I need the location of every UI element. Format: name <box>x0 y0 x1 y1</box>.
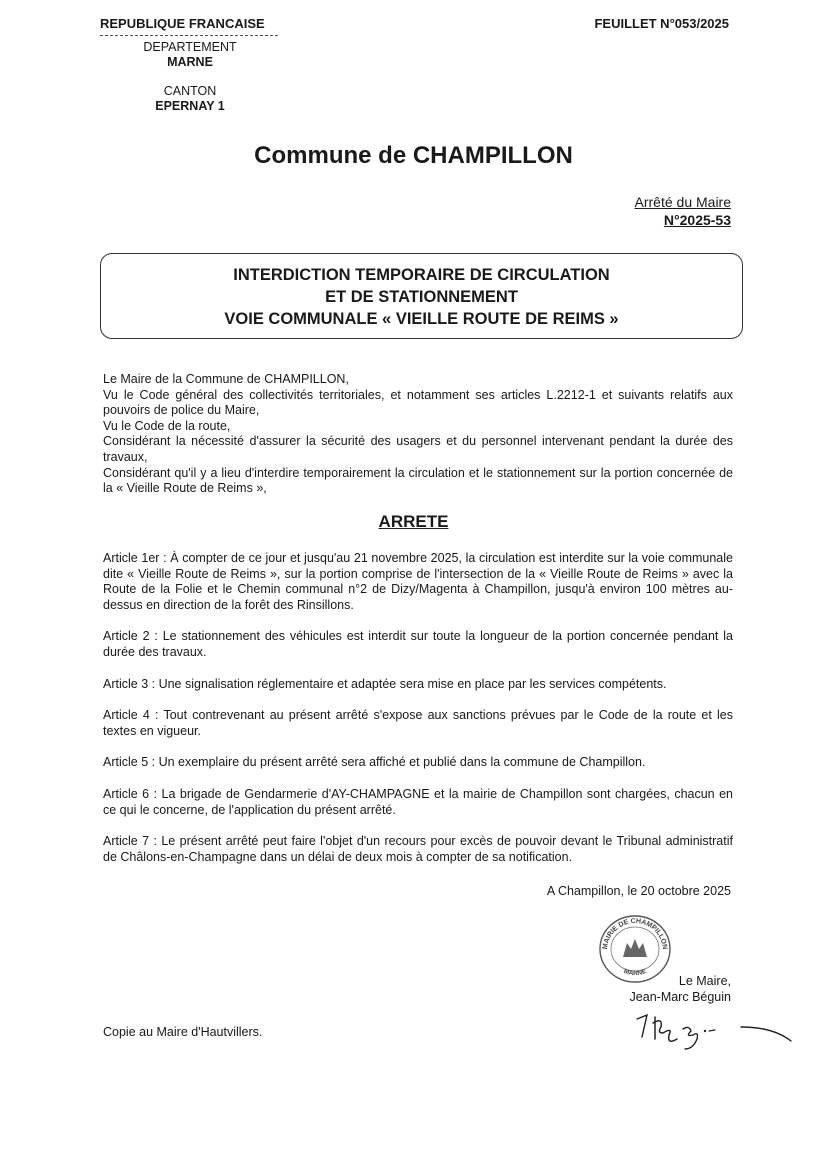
arrete-heading: ARRETE <box>378 512 449 531</box>
article-5: Article 5 : Un exemplaire du présent arrêté sera affiché et publié dans la commune de Champillon. <box>103 755 646 770</box>
article-7: Article 7 : Le présent arrêté peut faire l'objet d'un recours pour excès de pouvoir devant le Tribunal administratif de Châlons-en-Champagne dans un délai de deux mois à compter de sa notification. <box>103 834 733 864</box>
departement-value: MARNE <box>167 55 213 69</box>
header-divider <box>100 35 278 36</box>
signer-name: Jean-Marc Béguin <box>629 989 731 1004</box>
commune-title: Commune de CHAMPILLON <box>254 142 573 169</box>
title-box <box>100 253 743 339</box>
signer-role: Le Maire, <box>678 974 731 988</box>
preamble <box>103 372 733 497</box>
header-left-block <box>100 16 280 114</box>
seal-emblem-icon <box>623 939 647 957</box>
preamble-line: Le Maire de la Commune de CHAMPILLON, <box>103 372 349 386</box>
article-6: Article 6 : La brigade de Gendarmerie d'AY-CHAMPAGNE et la mairie de Champillon sont chargées, chacun en ce qui le concerne, de l'application du présent arrêté. <box>103 786 733 817</box>
articles <box>103 551 733 881</box>
departement-label: DEPARTEMENT <box>143 40 237 54</box>
arrete-reference <box>635 193 731 229</box>
article-3: Article 3 : Une signalisation réglementaire et adaptée sera mise en place par les services compétents. <box>103 676 667 691</box>
preamble-line: Vu le Code général des collectivités territoriales, et notamment ses articles L.2212-1 et suivants relatifs aux pouvoirs de police du Maire, <box>103 387 733 418</box>
title-line-3: VOIE COMMUNALE « VIEILLE ROUTE DE REIMS » <box>224 310 619 328</box>
preamble-line: Considérant qu'il y a lieu d'interdire temporairement la circulation et le stationnement sur la portion concernée de la « Vieille Route de Reims », <box>103 465 733 496</box>
article-1: Article 1er : À compter de ce jour et jusqu'au 21 novembre 2025, la circulation est interdite sur la voie communale dite « Vieille Route de Reims », sur la portion comprise de l'intersection de la « Vieille Route de Reims » avec la Route de la Folie et le Chemin communal n°2 de Dizy/Magenta à Champillon, jusqu'à environ 100 mètres au-dessus en direction de la forêt des Rinsillons. <box>103 551 733 612</box>
article-4: Article 4 : Tout contrevenant au présent arrêté s'expose aux sanctions prévues par le Code de la route et les textes en vigueur. <box>103 708 733 738</box>
handwritten-signature <box>633 1005 803 1065</box>
republique-label: REPUBLIQUE FRANCAISE <box>100 16 265 31</box>
title-line-2: ET DE STATIONNEMENT <box>325 288 518 306</box>
arrete-ref-label: Arrêté du Maire <box>634 194 731 210</box>
signer-block <box>630 974 731 1005</box>
title-line-1: INTERDICTION TEMPORAIRE DE CIRCULATION <box>233 266 610 284</box>
article-2: Article 2 : Le stationnement des véhicules est interdit sur toute la longueur de la portion concernée pendant la durée des travaux. <box>103 629 733 659</box>
date-place: A Champillon, le 20 octobre 2025 <box>546 884 731 898</box>
canton-label: CANTON <box>163 84 217 98</box>
feuillet-number: FEUILLET N°053/2025 <box>594 16 729 31</box>
arrete-ref-number: N°2025-53 <box>663 212 731 228</box>
preamble-line: Vu le Code de la route, <box>103 418 231 433</box>
copie-note: Copie au Maire d'Hautvillers. <box>103 1025 263 1039</box>
canton-value: EPERNAY 1 <box>155 99 225 113</box>
seal-bottom-text: MARNE <box>622 967 648 978</box>
preamble-line: Considérant la nécessité d'assurer la sécurité des usagers et du personnel intervenant pendant la durée des travaux, <box>103 434 733 464</box>
seal-top-text: MAIRIE DE CHAMPILLON <box>601 917 669 950</box>
